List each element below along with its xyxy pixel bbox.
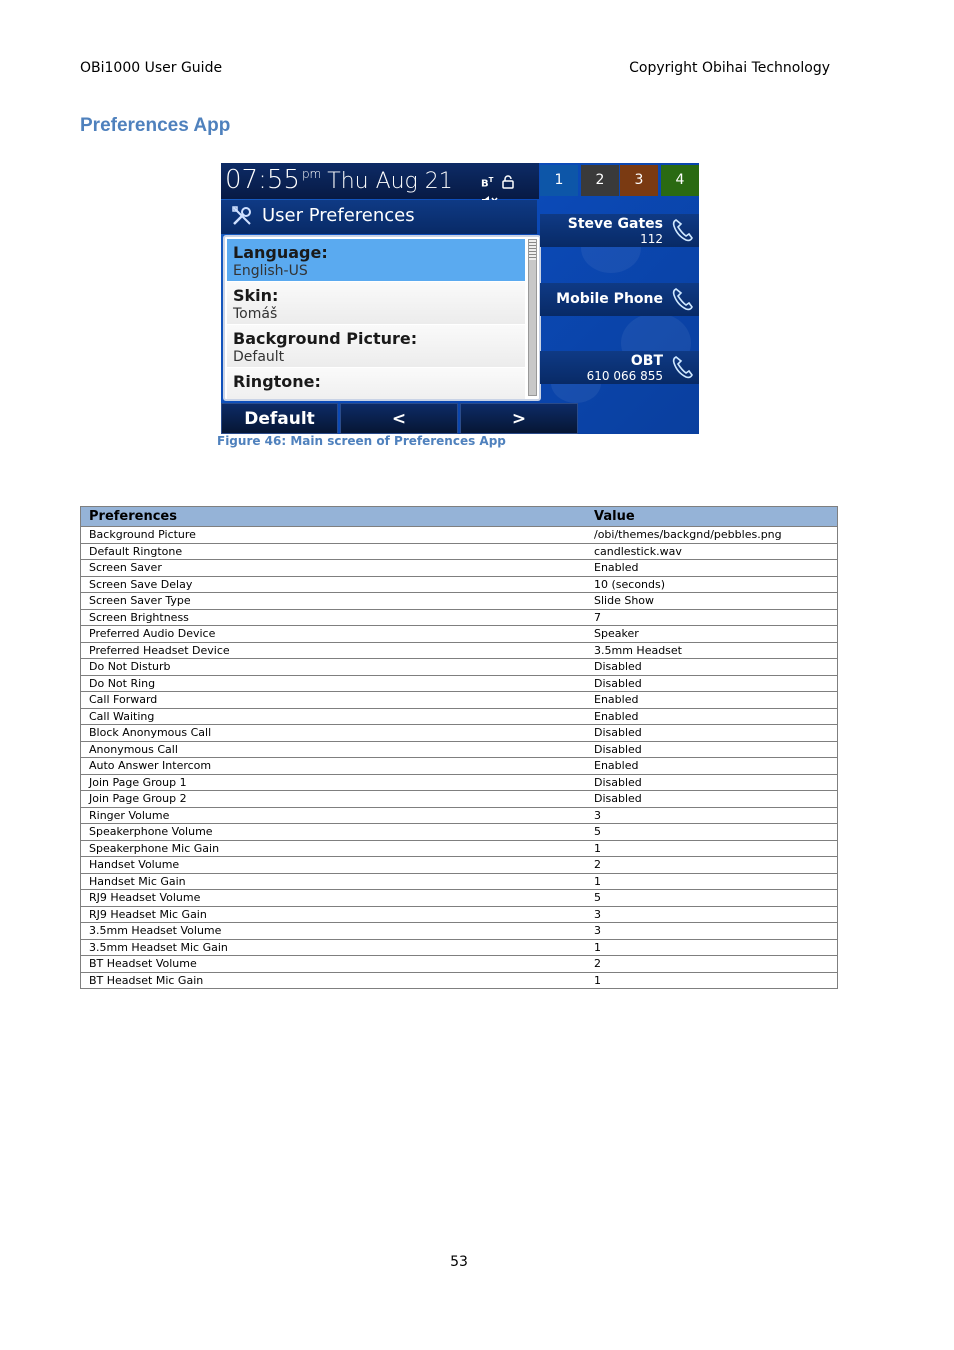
preference-name-cell: Anonymous Call xyxy=(81,741,587,758)
table-row xyxy=(81,626,838,643)
contact-name: OBT xyxy=(630,353,663,369)
bluetooth-icon: $B^T$ xyxy=(481,175,494,189)
preference-name-cell: Screen Saver xyxy=(81,560,587,577)
table-row xyxy=(81,857,838,874)
preference-name-cell: Block Anonymous Call xyxy=(81,725,587,742)
clock-ampm: pm xyxy=(301,167,322,181)
preference-value-cell: Disabled xyxy=(586,774,838,791)
preference-value-cell: Disabled xyxy=(586,659,838,676)
preference-name-cell: Call Forward xyxy=(81,692,587,709)
table-row xyxy=(81,840,838,857)
contact-name: Mobile Phone xyxy=(556,291,663,307)
preference-name-cell: Ringer Volume xyxy=(81,807,587,824)
contact-number: 610 066 855 xyxy=(586,369,663,383)
table-row xyxy=(81,824,838,841)
preference-name-cell: Join Page Group 2 xyxy=(81,791,587,808)
preference-value-cell: Disabled xyxy=(586,675,838,692)
preference-name-cell: RJ9 Headset Mic Gain xyxy=(81,906,587,923)
list-item-label: Skin: xyxy=(233,286,279,305)
list-item-ringtone[interactable] xyxy=(227,368,525,401)
line-tabs xyxy=(540,163,699,196)
line-tab-1[interactable]: 1 xyxy=(540,165,578,196)
table-row xyxy=(81,972,838,989)
table-row xyxy=(81,906,838,923)
preference-name-cell: Background Picture xyxy=(81,527,587,544)
list-item-value: English-US xyxy=(233,263,308,279)
preference-value-cell: 10 (seconds) xyxy=(586,576,838,593)
contact-steve-gates[interactable] xyxy=(540,214,699,247)
table-row xyxy=(81,675,838,692)
app-title-bar xyxy=(221,200,537,234)
table-row xyxy=(81,791,838,808)
header-doc-title: OBi1000 User Guide xyxy=(80,60,223,76)
softkey-previous[interactable]: < xyxy=(340,403,458,434)
list-item-value: Tomáš xyxy=(233,306,278,322)
list-item-skin[interactable] xyxy=(227,282,525,324)
preference-value-cell: 1 xyxy=(586,972,838,989)
preference-name-cell: 3.5mm Headset Mic Gain xyxy=(81,939,587,956)
preference-value-cell: 3.5mm Headset xyxy=(586,642,838,659)
preference-name-cell: Join Page Group 1 xyxy=(81,774,587,791)
preference-name-cell: Auto Answer Intercom xyxy=(81,758,587,775)
preference-value-cell: 3 xyxy=(586,923,838,940)
column-header-value: Value xyxy=(586,507,838,527)
preference-value-cell: Disabled xyxy=(586,725,838,742)
preference-value-cell: Enabled xyxy=(586,708,838,725)
preference-name-cell: Do Not Disturb xyxy=(81,659,587,676)
table-row xyxy=(81,774,838,791)
table-body xyxy=(81,527,838,989)
preference-value-cell: Speaker xyxy=(586,626,838,643)
line-tab-3[interactable]: 3 xyxy=(620,165,658,196)
tools-icon xyxy=(231,205,253,227)
table-row xyxy=(81,939,838,956)
preference-value-cell: Slide Show xyxy=(586,593,838,610)
list-item-label: Ringtone: xyxy=(233,372,321,391)
preference-value-cell: Enabled xyxy=(586,692,838,709)
table-row xyxy=(81,642,838,659)
status-icons xyxy=(481,171,537,191)
table-row xyxy=(81,527,838,544)
clock-date: Thu Aug 21 xyxy=(327,169,453,194)
phone-icon xyxy=(669,354,695,380)
table-row xyxy=(81,741,838,758)
phone-screenshot xyxy=(221,163,699,434)
clock-time: 07:55 xyxy=(225,165,300,195)
preference-value-cell: 3 xyxy=(586,807,838,824)
contact-obt[interactable] xyxy=(540,351,699,384)
preference-name-cell: Speakerphone Mic Gain xyxy=(81,840,587,857)
preference-name-cell: RJ9 Headset Volume xyxy=(81,890,587,907)
table-row xyxy=(81,659,838,676)
preference-name-cell: Screen Save Delay xyxy=(81,576,587,593)
list-item-language[interactable] xyxy=(227,239,525,281)
preferences-table xyxy=(80,506,838,989)
preference-value-cell: 5 xyxy=(586,890,838,907)
preference-value-cell: 2 xyxy=(586,857,838,874)
table-header-row xyxy=(81,507,838,527)
table-row xyxy=(81,807,838,824)
phone-icon xyxy=(669,217,695,243)
preference-value-cell: 5 xyxy=(586,824,838,841)
table-row xyxy=(81,543,838,560)
preference-name-cell: Preferred Headset Device xyxy=(81,642,587,659)
line-tab-2[interactable]: 2 xyxy=(581,165,619,196)
table-row xyxy=(81,593,838,610)
preference-value-cell: 3 xyxy=(586,906,838,923)
table-row xyxy=(81,758,838,775)
list-item-value: Default xyxy=(233,349,285,365)
preference-value-cell: Disabled xyxy=(586,791,838,808)
preference-value-cell: candlestick.wav xyxy=(586,543,838,560)
contact-number: 112 xyxy=(640,232,663,246)
list-item-label: Background Picture: xyxy=(233,329,418,348)
preference-name-cell: Handset Mic Gain xyxy=(81,873,587,890)
softkey-bar xyxy=(221,403,578,434)
softkey-default[interactable]: Default xyxy=(221,403,338,434)
preference-name-cell: Screen Saver Type xyxy=(81,593,587,610)
preference-name-cell: Call Waiting xyxy=(81,708,587,725)
preference-value-cell: /obi/themes/backgnd/pebbles.png xyxy=(586,527,838,544)
contact-name: Steve Gates xyxy=(567,216,663,232)
preference-name-cell: Do Not Ring xyxy=(81,675,587,692)
preference-value-cell: Disabled xyxy=(586,741,838,758)
preference-name-cell: Preferred Audio Device xyxy=(81,626,587,643)
column-header-preferences: Preferences xyxy=(81,507,587,527)
preference-name-cell: BT Headset Mic Gain xyxy=(81,972,587,989)
table-row xyxy=(81,923,838,940)
preference-name-cell: BT Headset Volume xyxy=(81,956,587,973)
scrollbar[interactable] xyxy=(528,239,537,396)
line-tab-4[interactable]: 4 xyxy=(661,165,699,196)
app-title: User Preferences xyxy=(262,205,415,226)
contact-mobile-phone[interactable] xyxy=(540,283,699,316)
table-row xyxy=(81,609,838,626)
table-row xyxy=(81,708,838,725)
table-row xyxy=(81,873,838,890)
preference-name-cell: Handset Volume xyxy=(81,857,587,874)
preference-name-cell: 3.5mm Headset Volume xyxy=(81,923,587,940)
preference-value-cell: Enabled xyxy=(586,560,838,577)
lock-icon xyxy=(502,175,514,189)
preference-value-cell: 1 xyxy=(586,873,838,890)
preference-value-cell: 7 xyxy=(586,609,838,626)
table-row xyxy=(81,560,838,577)
list-item-background-picture[interactable] xyxy=(227,325,525,367)
header-copyright: Copyright Obihai Technology xyxy=(629,60,830,76)
list-item-label: Language: xyxy=(233,243,328,262)
phone-icon xyxy=(669,286,695,312)
softkey-next[interactable]: > xyxy=(460,403,578,434)
preference-value-cell: 1 xyxy=(586,840,838,857)
preference-name-cell: Speakerphone Volume xyxy=(81,824,587,841)
table-row xyxy=(81,692,838,709)
figure-caption: Figure 46: Main screen of Preferences App xyxy=(217,434,506,448)
page-number: 53 xyxy=(450,1254,468,1270)
scrollbar-thumb[interactable] xyxy=(529,240,536,260)
section-title: Preferences App xyxy=(80,115,231,136)
preferences-list xyxy=(223,235,541,401)
preference-name-cell: Default Ringtone xyxy=(81,543,587,560)
table-row xyxy=(81,890,838,907)
clock xyxy=(225,165,453,195)
preference-value-cell: 1 xyxy=(586,939,838,956)
table-row xyxy=(81,576,838,593)
table-row xyxy=(81,956,838,973)
preference-value-cell: 2 xyxy=(586,956,838,973)
preference-value-cell: Enabled xyxy=(586,758,838,775)
status-bar xyxy=(221,163,539,199)
preference-name-cell: Screen Brightness xyxy=(81,609,587,626)
table-row xyxy=(81,725,838,742)
